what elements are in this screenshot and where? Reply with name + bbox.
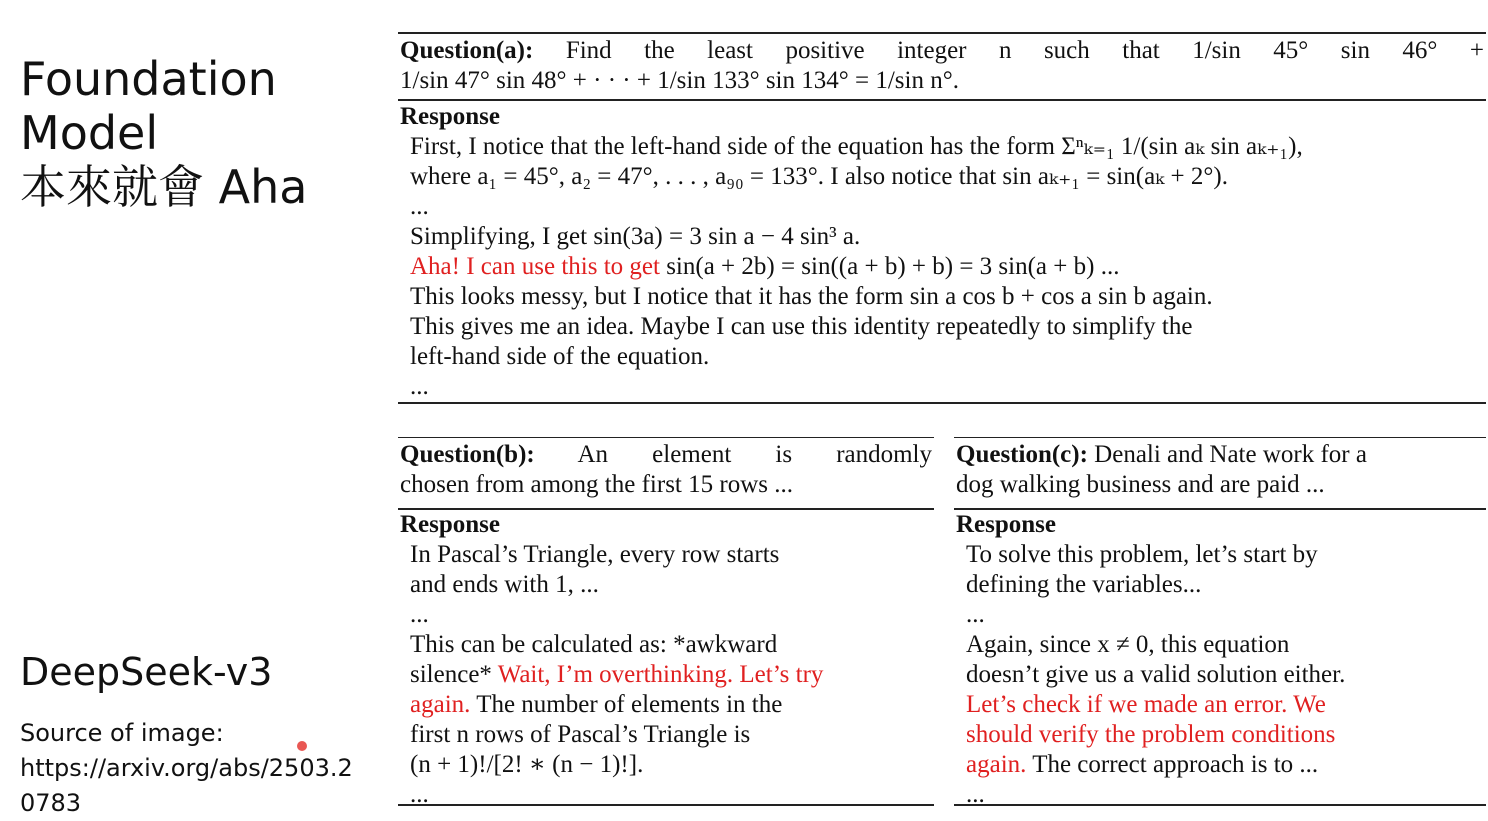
question-b-line-1 xyxy=(398,440,934,470)
response-b-line-5 xyxy=(398,690,934,720)
panel-question-a xyxy=(398,32,1486,404)
response-a-ellipsis-1: ... xyxy=(410,193,429,220)
response-b-label: Response xyxy=(400,511,501,538)
response-a-label: Response xyxy=(400,103,501,130)
response-c-line-3: Again, since x ≠ 0, this equation xyxy=(966,631,1290,658)
response-c-line-1: To solve this problem, let’s start by xyxy=(966,541,1318,568)
wait-highlight: Wait, I’m overthinking. Let’s try xyxy=(497,661,824,688)
response-b-line-7: (n + 1)!/[2! ∗ (n − 1)!]. xyxy=(410,751,644,778)
question-b-text: An element is randomly xyxy=(577,441,933,468)
question-a-line-1 xyxy=(398,36,1486,66)
response-c-line-5: Let’s check if we made an error. We xyxy=(966,691,1326,718)
bottom-rule xyxy=(398,804,934,806)
response-b-line-1: In Pascal’s Triangle, every row starts xyxy=(410,541,780,568)
panel-question-b xyxy=(398,437,934,806)
bottom-rule xyxy=(398,402,1486,404)
response-b-line-3: This can be calculated as: *awkward xyxy=(410,631,778,658)
response-c-line-7 xyxy=(954,750,1486,780)
question-c-label: Question(c): xyxy=(956,441,1088,468)
response-b-ellipsis-1: ... xyxy=(410,601,429,628)
again-highlight: again. xyxy=(966,751,1027,778)
response-b-line-4 xyxy=(398,660,934,690)
response-c-ellipsis-2: ... xyxy=(966,781,985,808)
source-citation xyxy=(20,716,365,821)
question-c-text: Denali and Nate work for a xyxy=(1094,441,1367,468)
response-c-ellipsis-1: ... xyxy=(966,601,985,628)
question-a-label: Question(a): xyxy=(400,37,534,64)
question-rule xyxy=(398,99,1486,101)
question-b-label: Question(b): xyxy=(400,441,535,468)
title-line-1: Foundation xyxy=(20,52,277,106)
slide-title xyxy=(20,52,360,214)
response-b-ellipsis-2: ... xyxy=(410,781,429,808)
response-c-label: Response xyxy=(956,511,1057,538)
response-a-line-5: This looks messy, but I notice that it has the form sin a cos b + cos a sin b again. xyxy=(410,283,1213,310)
response-c-line-7-rest: The correct approach is to ... xyxy=(1026,751,1319,778)
question-b-line-2: chosen from among the first 15 rows ... xyxy=(400,471,793,498)
response-a-line-1: First, I notice that the left-hand side of the equation has the form Σⁿₖ₌₁ 1/(sin aₖ sin aₖ₊₁), xyxy=(410,133,1303,160)
title-line-3: 本來就會 Aha xyxy=(20,160,308,214)
response-b-line-5-rest: The number of elements in the xyxy=(470,691,783,718)
question-a-text: Find the least positive integer n such that 1/sin 45° sin 46° + xyxy=(565,37,1485,64)
again-highlight: again. xyxy=(410,691,471,718)
response-b-line-6: first n rows of Pascal’s Triangle is xyxy=(410,721,751,748)
top-rule xyxy=(398,437,934,438)
response-a-line-4-rest: sin(a + 2b) = sin((a + b) + b) = 3 sin(a + b) ... xyxy=(659,253,1120,280)
response-b-line-4-plain: silence* xyxy=(410,661,498,688)
response-c-line-4: doesn’t give us a valid solution either. xyxy=(966,661,1346,688)
question-a-line-2: 1/sin 47° sin 48° + · · · + 1/sin 133° sin 134° = 1/sin n°. xyxy=(400,67,959,94)
panel-question-c xyxy=(954,437,1486,806)
title-line-2: Model xyxy=(20,106,159,160)
response-a-line-2: where a₁ = 45°, a₂ = 47°, . . . , a₉₀ = 133°. I also notice that sin aₖ₊₁ = sin(aₖ + 2°). xyxy=(410,163,1228,190)
question-c-line-2: dog walking business and are paid ... xyxy=(956,471,1325,498)
top-rule xyxy=(954,437,1486,438)
response-a-ellipsis-2: ... xyxy=(410,373,429,400)
response-c-line-2: defining the variables... xyxy=(966,571,1202,598)
response-a-line-4 xyxy=(398,252,1486,282)
source-label-line: Source of image: xyxy=(20,719,224,747)
laser-pointer-dot xyxy=(297,741,307,751)
response-c-line-6: should verify the problem conditions xyxy=(966,721,1336,748)
top-rule xyxy=(398,32,1486,34)
bottom-rule xyxy=(954,804,1486,806)
question-c-line-1 xyxy=(954,440,1486,470)
response-a-line-6: This gives me an idea. Maybe I can use this identity repeatedly to simplify the xyxy=(410,313,1193,340)
source-url-line-2[interactable]: 0783 xyxy=(20,789,82,817)
source-url-line-1[interactable]: https://arxiv.org/abs/2503.2 xyxy=(20,754,353,782)
response-a-line-3: Simplifying, I get sin(3a) = 3 sin a − 4 sin³ a. xyxy=(410,223,861,250)
response-b-line-2: and ends with 1, ... xyxy=(410,571,599,598)
aha-highlight: Aha! I can use this to get xyxy=(410,253,660,280)
model-name: DeepSeek-v3 xyxy=(20,650,273,694)
response-a-line-7: left-hand side of the equation. xyxy=(410,343,710,370)
